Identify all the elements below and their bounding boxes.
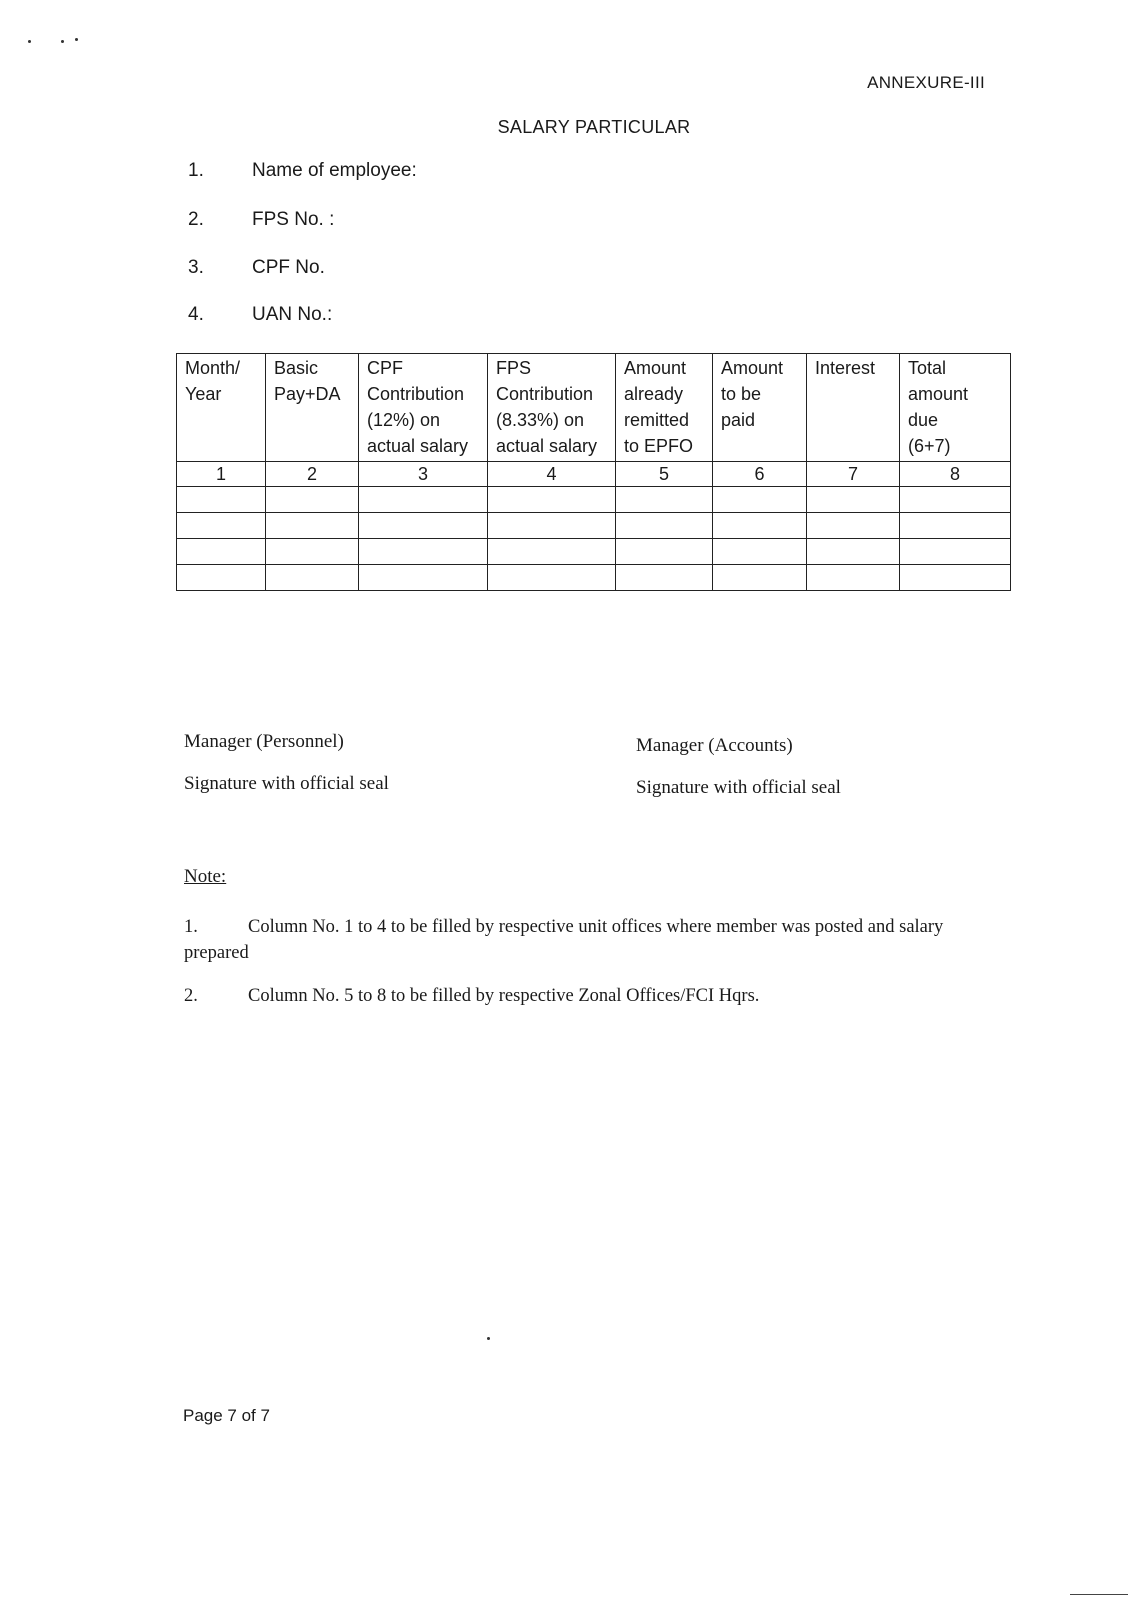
note-item bbox=[184, 914, 1004, 966]
table-cell[interactable] bbox=[177, 539, 266, 565]
signature-block-accounts bbox=[636, 735, 841, 799]
table-cell[interactable] bbox=[359, 513, 488, 539]
scan-mark bbox=[61, 40, 64, 43]
field-number: 1. bbox=[188, 160, 204, 181]
header-fps-contribution: FPS Contribution (8.33%) on actual salary bbox=[488, 354, 616, 462]
column-number: 1 bbox=[177, 462, 266, 487]
table-cell[interactable] bbox=[807, 565, 900, 591]
scan-mark bbox=[487, 1337, 490, 1340]
header-month-year: Month/ Year bbox=[177, 354, 266, 462]
table-row bbox=[177, 487, 1011, 513]
note-number: 2. bbox=[184, 986, 198, 1006]
table-row bbox=[177, 565, 1011, 591]
table-cell[interactable] bbox=[713, 565, 807, 591]
table-cell[interactable] bbox=[807, 539, 900, 565]
table-cell[interactable] bbox=[900, 565, 1011, 591]
table-cell[interactable] bbox=[807, 513, 900, 539]
header-basic-pay: Basic Pay+DA bbox=[266, 354, 359, 462]
signatory-subtitle: Signature with official seal bbox=[636, 777, 841, 798]
salary-table bbox=[176, 353, 1011, 591]
table-cell[interactable] bbox=[900, 487, 1011, 513]
table-cell[interactable] bbox=[900, 539, 1011, 565]
table-cell[interactable] bbox=[359, 565, 488, 591]
note-heading: Note: bbox=[184, 866, 227, 887]
table-cell[interactable] bbox=[616, 513, 713, 539]
document-title: SALARY PARTICULAR bbox=[497, 117, 691, 137]
field-cpf-no bbox=[188, 257, 325, 279]
field-employee-name bbox=[188, 160, 417, 182]
note-number: 1. bbox=[184, 917, 198, 937]
table-header-row bbox=[177, 354, 1011, 462]
field-label: CPF No. bbox=[252, 257, 325, 278]
table-cell[interactable] bbox=[488, 565, 616, 591]
field-label: Name of employee: bbox=[252, 160, 417, 181]
field-label: UAN No.: bbox=[252, 304, 333, 325]
column-number: 3 bbox=[359, 462, 488, 487]
page-number: Page 7 of 7 bbox=[183, 1406, 270, 1425]
column-number: 2 bbox=[266, 462, 359, 487]
table-cell[interactable] bbox=[177, 565, 266, 591]
table-cell[interactable] bbox=[266, 539, 359, 565]
field-number: 3. bbox=[188, 257, 204, 278]
table-cell[interactable] bbox=[807, 487, 900, 513]
column-number: 4 bbox=[488, 462, 616, 487]
column-number: 5 bbox=[616, 462, 713, 487]
note-text: Column No. 1 to 4 to be filled by respective unit offices where member was posted and salary prepared bbox=[184, 917, 944, 963]
note-text: Column No. 5 to 8 to be filled by respective Zonal Offices/FCI Hqrs. bbox=[248, 986, 760, 1006]
header-amount-remitted: Amount already remitted to EPFO bbox=[616, 354, 713, 462]
table-cell[interactable] bbox=[359, 539, 488, 565]
table-cell[interactable] bbox=[177, 487, 266, 513]
column-number-row bbox=[177, 462, 1011, 487]
table-cell[interactable] bbox=[713, 539, 807, 565]
table-cell[interactable] bbox=[266, 565, 359, 591]
table-cell[interactable] bbox=[266, 487, 359, 513]
table-cell[interactable] bbox=[488, 487, 616, 513]
signatory-subtitle: Signature with official seal bbox=[184, 773, 389, 794]
column-number: 7 bbox=[807, 462, 900, 487]
table-cell[interactable] bbox=[177, 513, 266, 539]
table-cell[interactable] bbox=[616, 487, 713, 513]
table-cell[interactable] bbox=[900, 513, 1011, 539]
scan-mark bbox=[28, 40, 31, 43]
note-item bbox=[184, 983, 1004, 1009]
table-cell[interactable] bbox=[266, 513, 359, 539]
table-cell[interactable] bbox=[713, 513, 807, 539]
field-uan-no bbox=[188, 304, 332, 326]
header-cpf-contribution: CPF Contribution (12%) on actual salary bbox=[359, 354, 488, 462]
signatory-title: Manager (Personnel) bbox=[184, 731, 344, 752]
table-cell[interactable] bbox=[488, 539, 616, 565]
table-row bbox=[177, 513, 1011, 539]
header-amount-to-be-paid: Amount to be paid bbox=[713, 354, 807, 462]
table-cell[interactable] bbox=[359, 487, 488, 513]
scan-mark bbox=[75, 38, 78, 41]
field-number: 4. bbox=[188, 304, 204, 325]
column-number: 8 bbox=[900, 462, 1011, 487]
header-interest: Interest bbox=[807, 354, 900, 462]
column-number: 6 bbox=[713, 462, 807, 487]
annexure-label: ANNEXURE-III bbox=[867, 73, 985, 92]
field-fps-no bbox=[188, 209, 334, 231]
signatory-title: Manager (Accounts) bbox=[636, 735, 793, 756]
field-number: 2. bbox=[188, 209, 204, 230]
scan-mark bbox=[1070, 1594, 1128, 1595]
table-cell[interactable] bbox=[616, 565, 713, 591]
signature-block-personnel bbox=[184, 731, 389, 795]
table-row bbox=[177, 539, 1011, 565]
field-label: FPS No. : bbox=[252, 209, 335, 230]
header-total-amount-due: Total amount due (6+7) bbox=[900, 354, 1011, 462]
table-cell[interactable] bbox=[616, 539, 713, 565]
table-cell[interactable] bbox=[713, 487, 807, 513]
table-cell[interactable] bbox=[488, 513, 616, 539]
